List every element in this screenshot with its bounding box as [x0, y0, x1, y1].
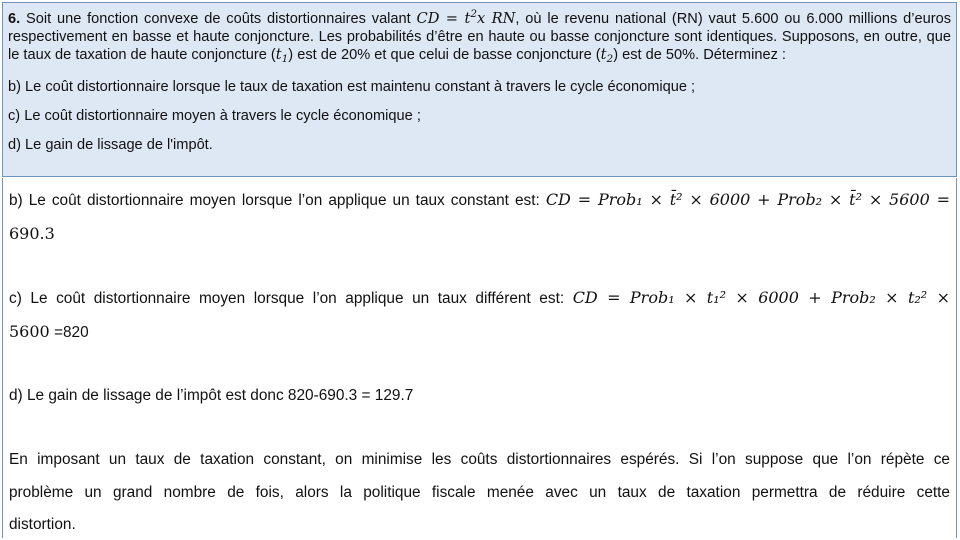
question-item-b: b) Le coût distortionnaire lorsque le taux de taxation est maintenu constant à travers le cycle économique ;: [8, 78, 696, 95]
answer-box: [2, 178, 957, 538]
t2-sub: 2: [606, 52, 614, 65]
conclusion-line-3: distortion.: [9, 516, 76, 533]
conclusion-line-2: problème un grand nombre de fois, alors la politique fiscale menée avec un taux de taxation permettra de réduire cette: [9, 484, 950, 501]
question-intro: [8, 5, 951, 68]
t1-var: t: [275, 45, 282, 63]
answer-c-formula: CD = Prob₁ × t₁² × 6000 + Prob₂ × t₂² ×: [572, 288, 950, 307]
t2-symbol: [601, 46, 614, 63]
question-item-c: c) Le coût distortionnaire moyen à travers le cycle économique ;: [8, 107, 421, 124]
t2-var: t: [600, 45, 607, 63]
answer-c-result-line: [9, 322, 950, 342]
question-number: 6.: [8, 10, 21, 27]
formula-rest: x RN: [477, 9, 516, 27]
question-box: [2, 2, 957, 177]
question-text-2: , où le revenu national (RN) vaut 5.600 ou 6.000 millions d’euros respectivement en basse et haute conjoncture. Les probabilités d’être en haute ou basse conjoncture sont identiques. Supposons, en outre, que le taux de taxation de haute conjoncture (: [8, 10, 951, 63]
answer-b-result-line: [9, 224, 950, 244]
answer-b-line: [9, 190, 950, 210]
answer-c-text: c) Le coût distortionnaire moyen lorsque l’on applique un taux différent est:: [9, 290, 573, 307]
answer-c-number: 5600: [9, 322, 50, 341]
formula-eq: =: [439, 9, 465, 27]
question-text-3: ) est de 20% et que celui de basse conjoncture (: [288, 46, 601, 63]
t1-sub: 1: [281, 52, 289, 65]
answer-b-text: b) Le coût distortionnaire moyen lorsque l’on applique un taux constant est:: [9, 192, 546, 209]
answer-b-result: 690.3: [9, 224, 55, 243]
question-text-1: Soit une fonction convexe de coûts distortionnaires valant: [20, 10, 417, 27]
answer-b-formula: CD = Prob₁ × t̄² × 6000 + Prob₂ × t̄² × 5600 =: [545, 190, 951, 209]
formula-t: t: [464, 9, 471, 27]
formula-cd-label: CD: [416, 9, 440, 27]
formula-cd: [417, 10, 516, 27]
conclusion-line-1: En imposant un taux de taxation constant, on minimise les coûts distortionnaires espérés. Si l’on suppose que l’on répète ce: [9, 451, 950, 468]
answer-c-line: [9, 288, 950, 308]
formula-exponent: 2: [470, 8, 478, 20]
answer-d-line: d) Le gain de lissage de l’impôt est donc 820-690.3 = 129.7: [9, 387, 414, 404]
answer-c-result: =820: [49, 324, 89, 341]
question-text-4: ) est de 50%. Déterminez :: [613, 46, 786, 63]
question-item-d: d) Le gain de lissage de l'impôt.: [8, 136, 213, 153]
t1-symbol: [276, 46, 289, 63]
